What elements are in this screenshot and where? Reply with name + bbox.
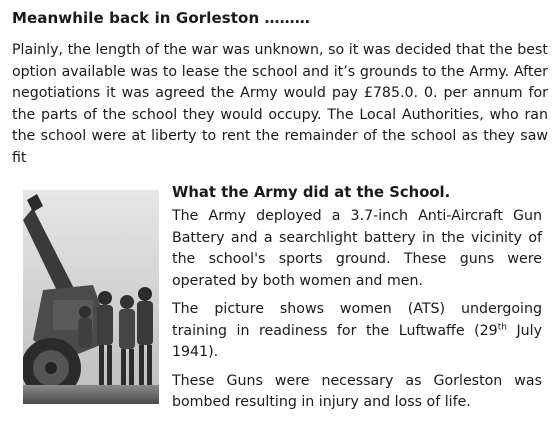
anti-aircraft-gun-photo — [23, 190, 159, 404]
picture-text: The picture shows women (ATS) undergoing training in readiness for the Luftwaffe (29 — [172, 301, 542, 339]
bombing-paragraph: These Guns were necessary as Gorleston was bombed resulting in injury and loss of life. — [172, 372, 542, 410]
army-section — [172, 182, 542, 421]
picture-paragraph — [172, 299, 542, 364]
date-suffix: th — [497, 321, 507, 332]
page-heading: Meanwhile back in Gorleston ……… — [12, 9, 310, 27]
intro-paragraph: Plainly, the length of the war was unknown, so it was decided that the best option available was to lease the school and it’s grounds to the Army. After negotiations it was agreed the Army would pay £785.0. 0. per annum for the parts of the school they would occupy. The Local Authorities, who ran the school were at liberty to rent the remainder of the school as they saw fit — [12, 42, 548, 166]
photo-illustration — [23, 190, 159, 404]
section-title: What the Army did at the School. — [172, 184, 451, 201]
picture-text-end: July 1941). — [172, 322, 542, 360]
deployment-paragraph: The Army deployed a 3.7-inch Anti-Aircraft Gun Battery and a searchlight battery in the vicinity of the school's sports ground. These guns were operated by both women and men. — [172, 208, 542, 289]
